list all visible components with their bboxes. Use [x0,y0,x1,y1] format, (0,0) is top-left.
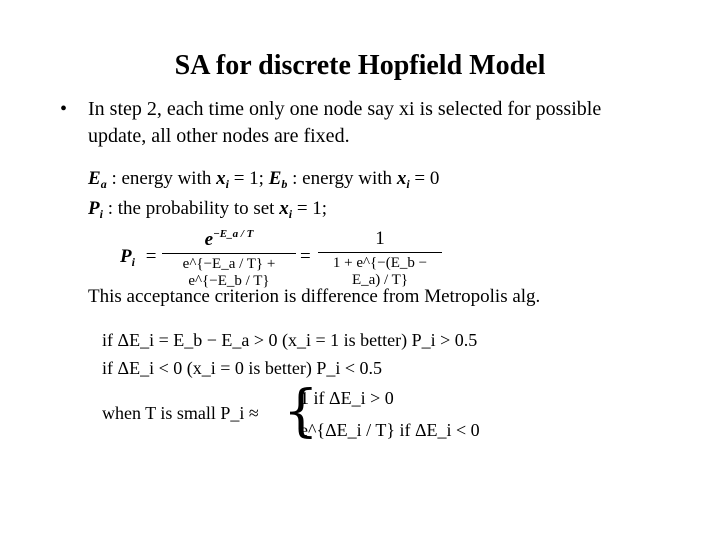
condition-2: if ΔE_i < 0 (x_i = 0 is better) P_i < 0.5 [102,358,383,378]
when-t-small-text: when T is small P_i ≈ [102,403,259,423]
bullet-marker: • [60,98,68,120]
case-1: 1 if ΔE_i > 0 [300,388,394,408]
probability-fraction-1: $e^{-E\_a / T}$ e^{−E_a / T} + e^{−E_b / T} [162,228,296,290]
probability-definition: $P_i$ : the probability to set $x_i = 1$; [88,198,328,221]
bullet-point [60,96,660,150]
slide-title: SA for discrete Hopfield Model [174,50,546,81]
case-2: e^{ΔE_i / T} if ΔE_i < 0 [300,420,480,440]
energy-definitions: $E_a$ : energy with $x_i = 1$; $E_b$ : energy with $x_i = 0$ [88,168,440,191]
pi-lhs: $P_i$ = [120,246,157,269]
condition-1: if ΔE_i = E_b − E_a > 0 (x_i = 1 is better) P_i > 0.5 [102,330,478,350]
probability-fraction-2: 1 1 + e^{−(E_b − E_a) / T} [318,228,442,289]
equals-sign: = [300,246,311,267]
bullet-text: In step 2, each time only one node say xi is selected for possible update, all other nodes are fixed. [88,98,602,147]
case-brace: { [283,379,319,444]
acceptance-criterion-text: This acceptance criterion is difference from Metropolis alg. [88,286,541,307]
